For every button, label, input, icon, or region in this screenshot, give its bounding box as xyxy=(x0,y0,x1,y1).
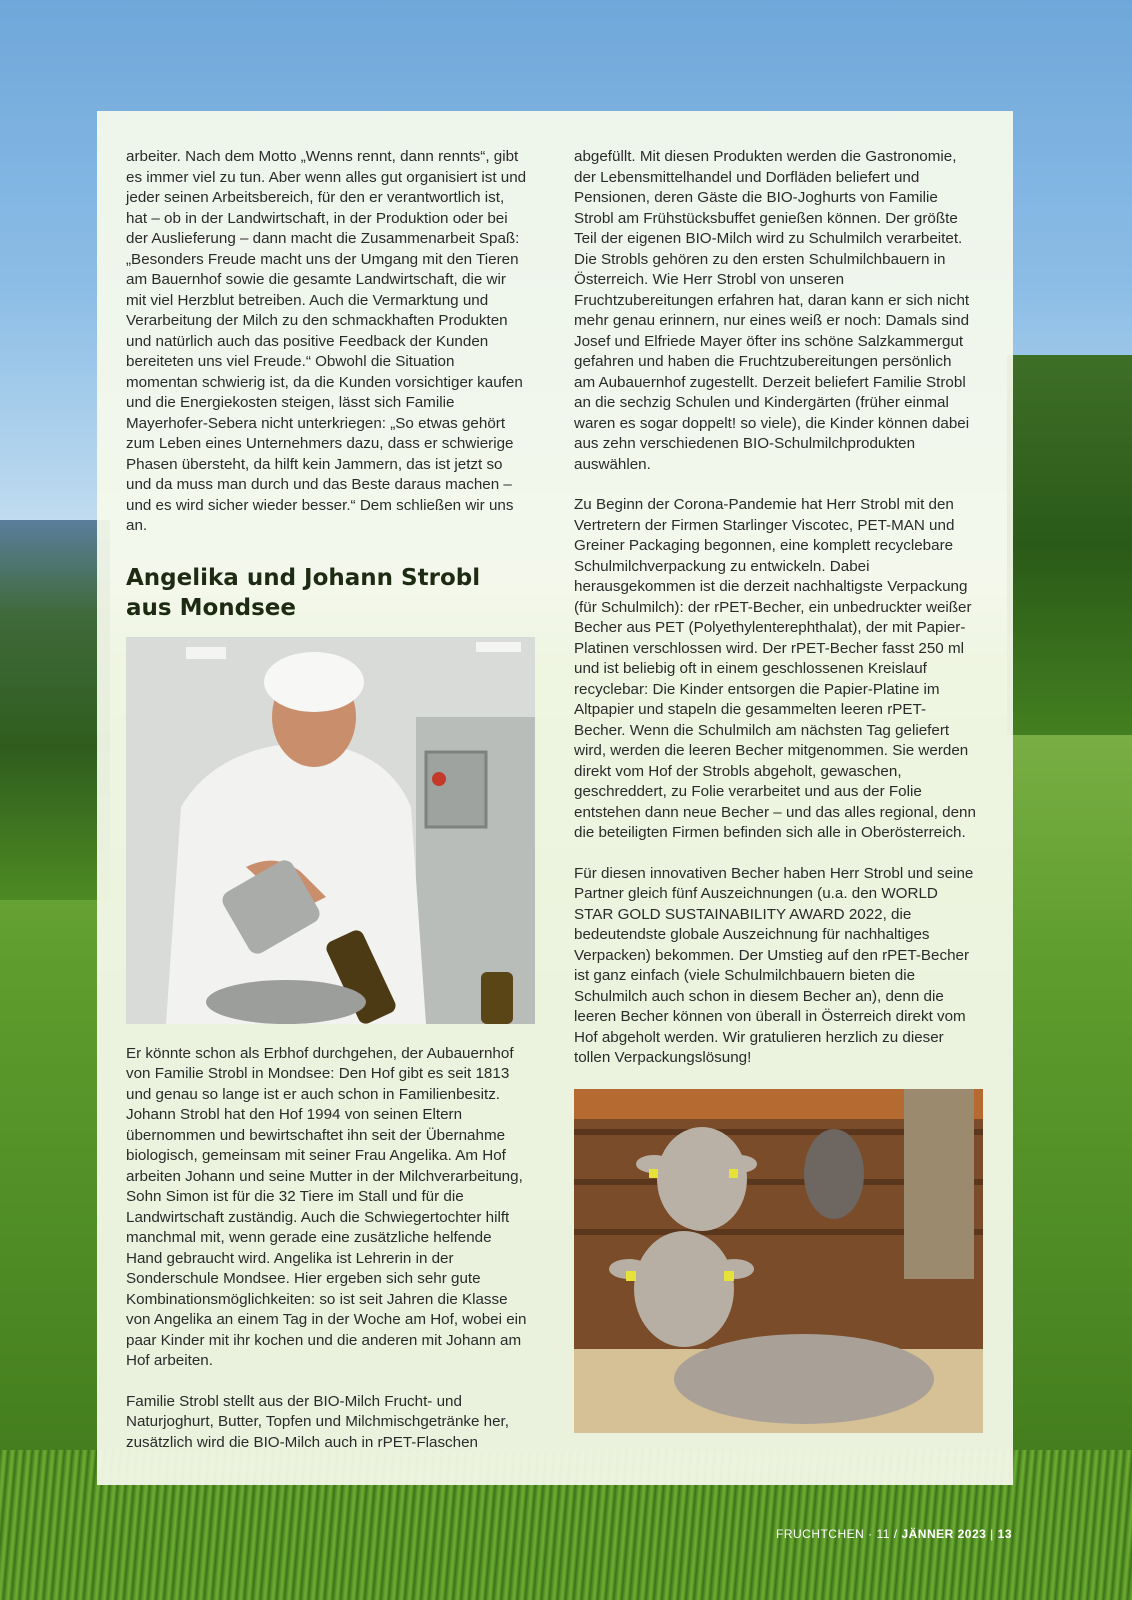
calves-illustration xyxy=(574,1089,983,1433)
page-footer xyxy=(776,1527,1012,1541)
right-paragraph-2: Zu Beginn der Corona-Pandemie hat Herr Strobl mit den Vertretern der Firmen Starlinger Viscotec, PET-MAN und Greiner Packaging begonnen, eine komplett recyclebare Schulmilchverpackung zu entwickeln. Dabei herausgekommen ist die derzeit nachhaltigste Verpackung (für Schulmilch): der rPET-Becher, ein unbedruckter weißer Becher aus PET (Polyethylenterephthalat), der mit Papier-Platinen verschlossen wird. Der rPET-Becher fasst 250 ml und ist beliebig oft in einem geschlossenen Kreislauf recyclebar: Die Kinder entsorgen die Papier-Platine im Altpapier und stapeln die gesammelten leeren rPET-Becher. Wenn die Schulmilch am nächsten Tag geliefert wird, werden die leeren Becher mitgenommen. Sie werden direkt vom Hof der Strobls abgeholt, gewaschen, geschreddert, zu Folie verarbeitet und aus der Folie entstehen dann neue Becher – und das alles regional, denn die beteiligten Firmen befinden sich alle in Oberösterreich. xyxy=(574,496,976,841)
background-trees xyxy=(1007,355,1132,735)
left-paragraph-1: arbeiter. Nach dem Motto „Wenns rennt, dann rennts“, gibt es immer viel zu tun. Aber wenn alles gut organisiert ist und jeder seinen Arbeitsbereich, für den er verantwortlich ist, hat – ob in der Landwirtschaft, in der Produktion oder bei der Auslieferung – dann macht die Zusammenarbeit Spaß: „Besonders Freude macht uns der Umgang mit den Tieren am Bauernhof sowie die gesamte Landwirtschaft, die wir mit viel Herzblut betreiben. Auch die Vermarktung und Verarbeitung der Milch zu den schmackhaften Produkten und natürlich auch das positive Feedback der Kunden bereiteten uns viel Freude.“ Obwohl die Situation momentan schwierig ist, da die Kunden vorsichtiger kaufen und die Energiekosten steigen, lässt sich Familie Mayerhofer-Sebera nicht unterkriegen: „So etwas gehört zum Leben eines Unternehmers dazu, dass er schwierige Phasen übersteht, da hilft kein Jammern, das ist jetzt so und da muss man durch und das Beste daraus machen – und es wird sicher wieder besser.“ Dem schließen wir uns an. xyxy=(126,148,527,534)
footer-page-number: 13 xyxy=(997,1527,1012,1541)
right-paragraph-3: Für diesen innovativen Becher haben Herr Strobl und seine Partner gleich fünf Auszeichnungen (u.a. den WORLD STAR GOLD SUSTAINABILITY AWARD 2022, die bedeutendste globale Auszeichnung für nachhaltiges Verpacken) bekommen. Der Umstieg auf den rPET-Becher ist ganz einfach (viele Schulmilchbauern bieten die Schulmilch auch schon in diesem Becher an), denn die leeren Becher können von überall in Österreich direkt vom Hof abgeholt werden. Wir gratulieren herzlich zu dieser tollen Verpackungslösung! xyxy=(574,864,974,1066)
background-mountains xyxy=(0,520,110,900)
left-paragraph-3: Familie Strobl stellt aus der BIO-Milch Frucht- und Naturjoghurt, Butter, Topfen und Milchmischgetränke her, zusätzlich wird die BIO-Milch auch in rPET-Flaschen xyxy=(126,1392,509,1451)
footer-issue: JÄNNER 2023 xyxy=(901,1527,987,1541)
photo-farmer-pouring-milk xyxy=(126,637,535,1024)
right-column xyxy=(574,147,976,1433)
photo-calves-in-stable xyxy=(574,1089,983,1433)
footer-separator: | xyxy=(990,1527,994,1541)
section-heading: Angelika und Johann Strobl aus Mondsee xyxy=(126,564,481,621)
footer-magazine: FRUCHTCHEN · 11 / xyxy=(775,1527,898,1541)
left-column xyxy=(126,147,528,1473)
farmer-illustration xyxy=(126,637,535,1024)
left-paragraph-2: Er könnte schon als Erbhof durchgehen, der Aubauernhof von Familie Strobl in Mondsee: Den Hof gibt es seit 1813 und genau so lange ist er auch schon in Familienbesitz. Johann Strobl hat den Hof 1994 von seinen Eltern übernommen und bewirtschaftet ihn seit der Übernahme biologisch, gemeinsam mit seiner Frau Angelika. Am Hof arbeiten Johann und seine Mutter in der Milchverarbeitung, Sohn Simon ist für die 32 Tiere im Stall und für die Landwirtschaft zuständig. Auch die Schwiegertochter hilft manchmal mit, wenn gerade eine zusätzliche helfende Hand gebraucht wird. Angelika ist Lehrerin in der Sonderschule Mondsee. Hier ergeben sich sehr gute Kombinationsmöglichkeiten: so ist seit Jahren die Klasse von Angelika an einem Tag in der Woche am Hof, wobei ein paar Kinder mit ihr kochen und die anderen mit Johann am Hof arbeiten. xyxy=(126,1044,527,1369)
right-paragraph-1: abgefüllt. Mit diesen Produkten werden die Gastronomie, der Lebensmittelhandel und Dorfläden beliefert und Pensionen, deren Gäste die BIO-Joghurts von Familie Strobl am Frühstücksbuffet genießen können. Der größte Teil der eigenen BIO-Milch wird zu Schulmilch verarbeitet. Die Strobls gehören zu den ersten Schulmilchbauern in Österreich. Wie Herr Strobl von unseren Fruchtzubereitungen erfahren hat, daran kann er sich nicht mehr genau erinnern, nur eines weiß er noch: Damals sind Josef und Elfriede Mayer öfter ins schöne Salzkammergut gefahren und haben die Fruchtzubereitungen persönlich am Aubauernhof zugestellt. Derzeit beliefert Familie Strobl an die sechzig Schulen und Kindergärten (früher einmal waren es sogar doppelt! so viele), die Kinder können dabei aus zehn verschiedenen BIO-Schulmilchprodukten auswählen. xyxy=(574,148,970,473)
